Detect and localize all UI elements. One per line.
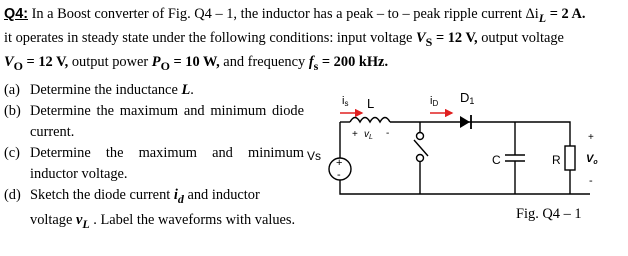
diode-icon (460, 116, 470, 128)
part-b: (b) Determine the maximum and minimum diode current. (4, 103, 304, 140)
vo-minus: - (589, 175, 593, 187)
is-label: is (342, 95, 349, 108)
capacitor (505, 122, 525, 194)
part-d: (d) Sketch the diode current $i_d$ and inductor voltage $v_L$ . Label the waveforms with values. (4, 187, 296, 231)
question-text (4, 4, 624, 76)
question-line-1: Q4: In a Boost converter of Fig. Q4 – 1, the inductor has a peak – to – peak ripple current $\Delta i_L = 2$ A. (4, 6, 586, 25)
question-number: Q4: (4, 6, 28, 22)
resistor (565, 146, 575, 170)
id-label: iD (430, 95, 439, 108)
inductor-label: L (367, 96, 375, 111)
boost-converter-circuit (300, 80, 624, 210)
figure-caption: Fig. Q4 – 1 (516, 206, 582, 222)
question-parts (4, 80, 304, 235)
capacitor-label: C (492, 153, 501, 167)
vl-minus: - (386, 128, 390, 139)
vo-label: Vo (586, 153, 598, 166)
vo-plus: + (588, 132, 594, 143)
inductor (350, 118, 390, 123)
question-line-2: it operates in steady state under the following conditions: input voltage $V_S = 12$ V, output voltage (4, 29, 564, 49)
vl-label: $v_L$ (364, 129, 373, 141)
part-c: (c) Determine the maximum and minimum inductor voltage. (4, 145, 304, 182)
part-a: (a) Determine the inductance L. (4, 82, 194, 98)
diode-label: D1 (460, 90, 475, 106)
vs-label: Vs (307, 149, 322, 163)
resistor-label: R (552, 153, 561, 167)
vl-plus: + (352, 129, 358, 140)
source-minus: - (337, 169, 341, 181)
source-plus: + (336, 157, 343, 169)
question-line-3: $V_O = 12$ V, output power $P_O = 10$ W, and frequency $f_s = 200$ kHz. (4, 53, 389, 73)
